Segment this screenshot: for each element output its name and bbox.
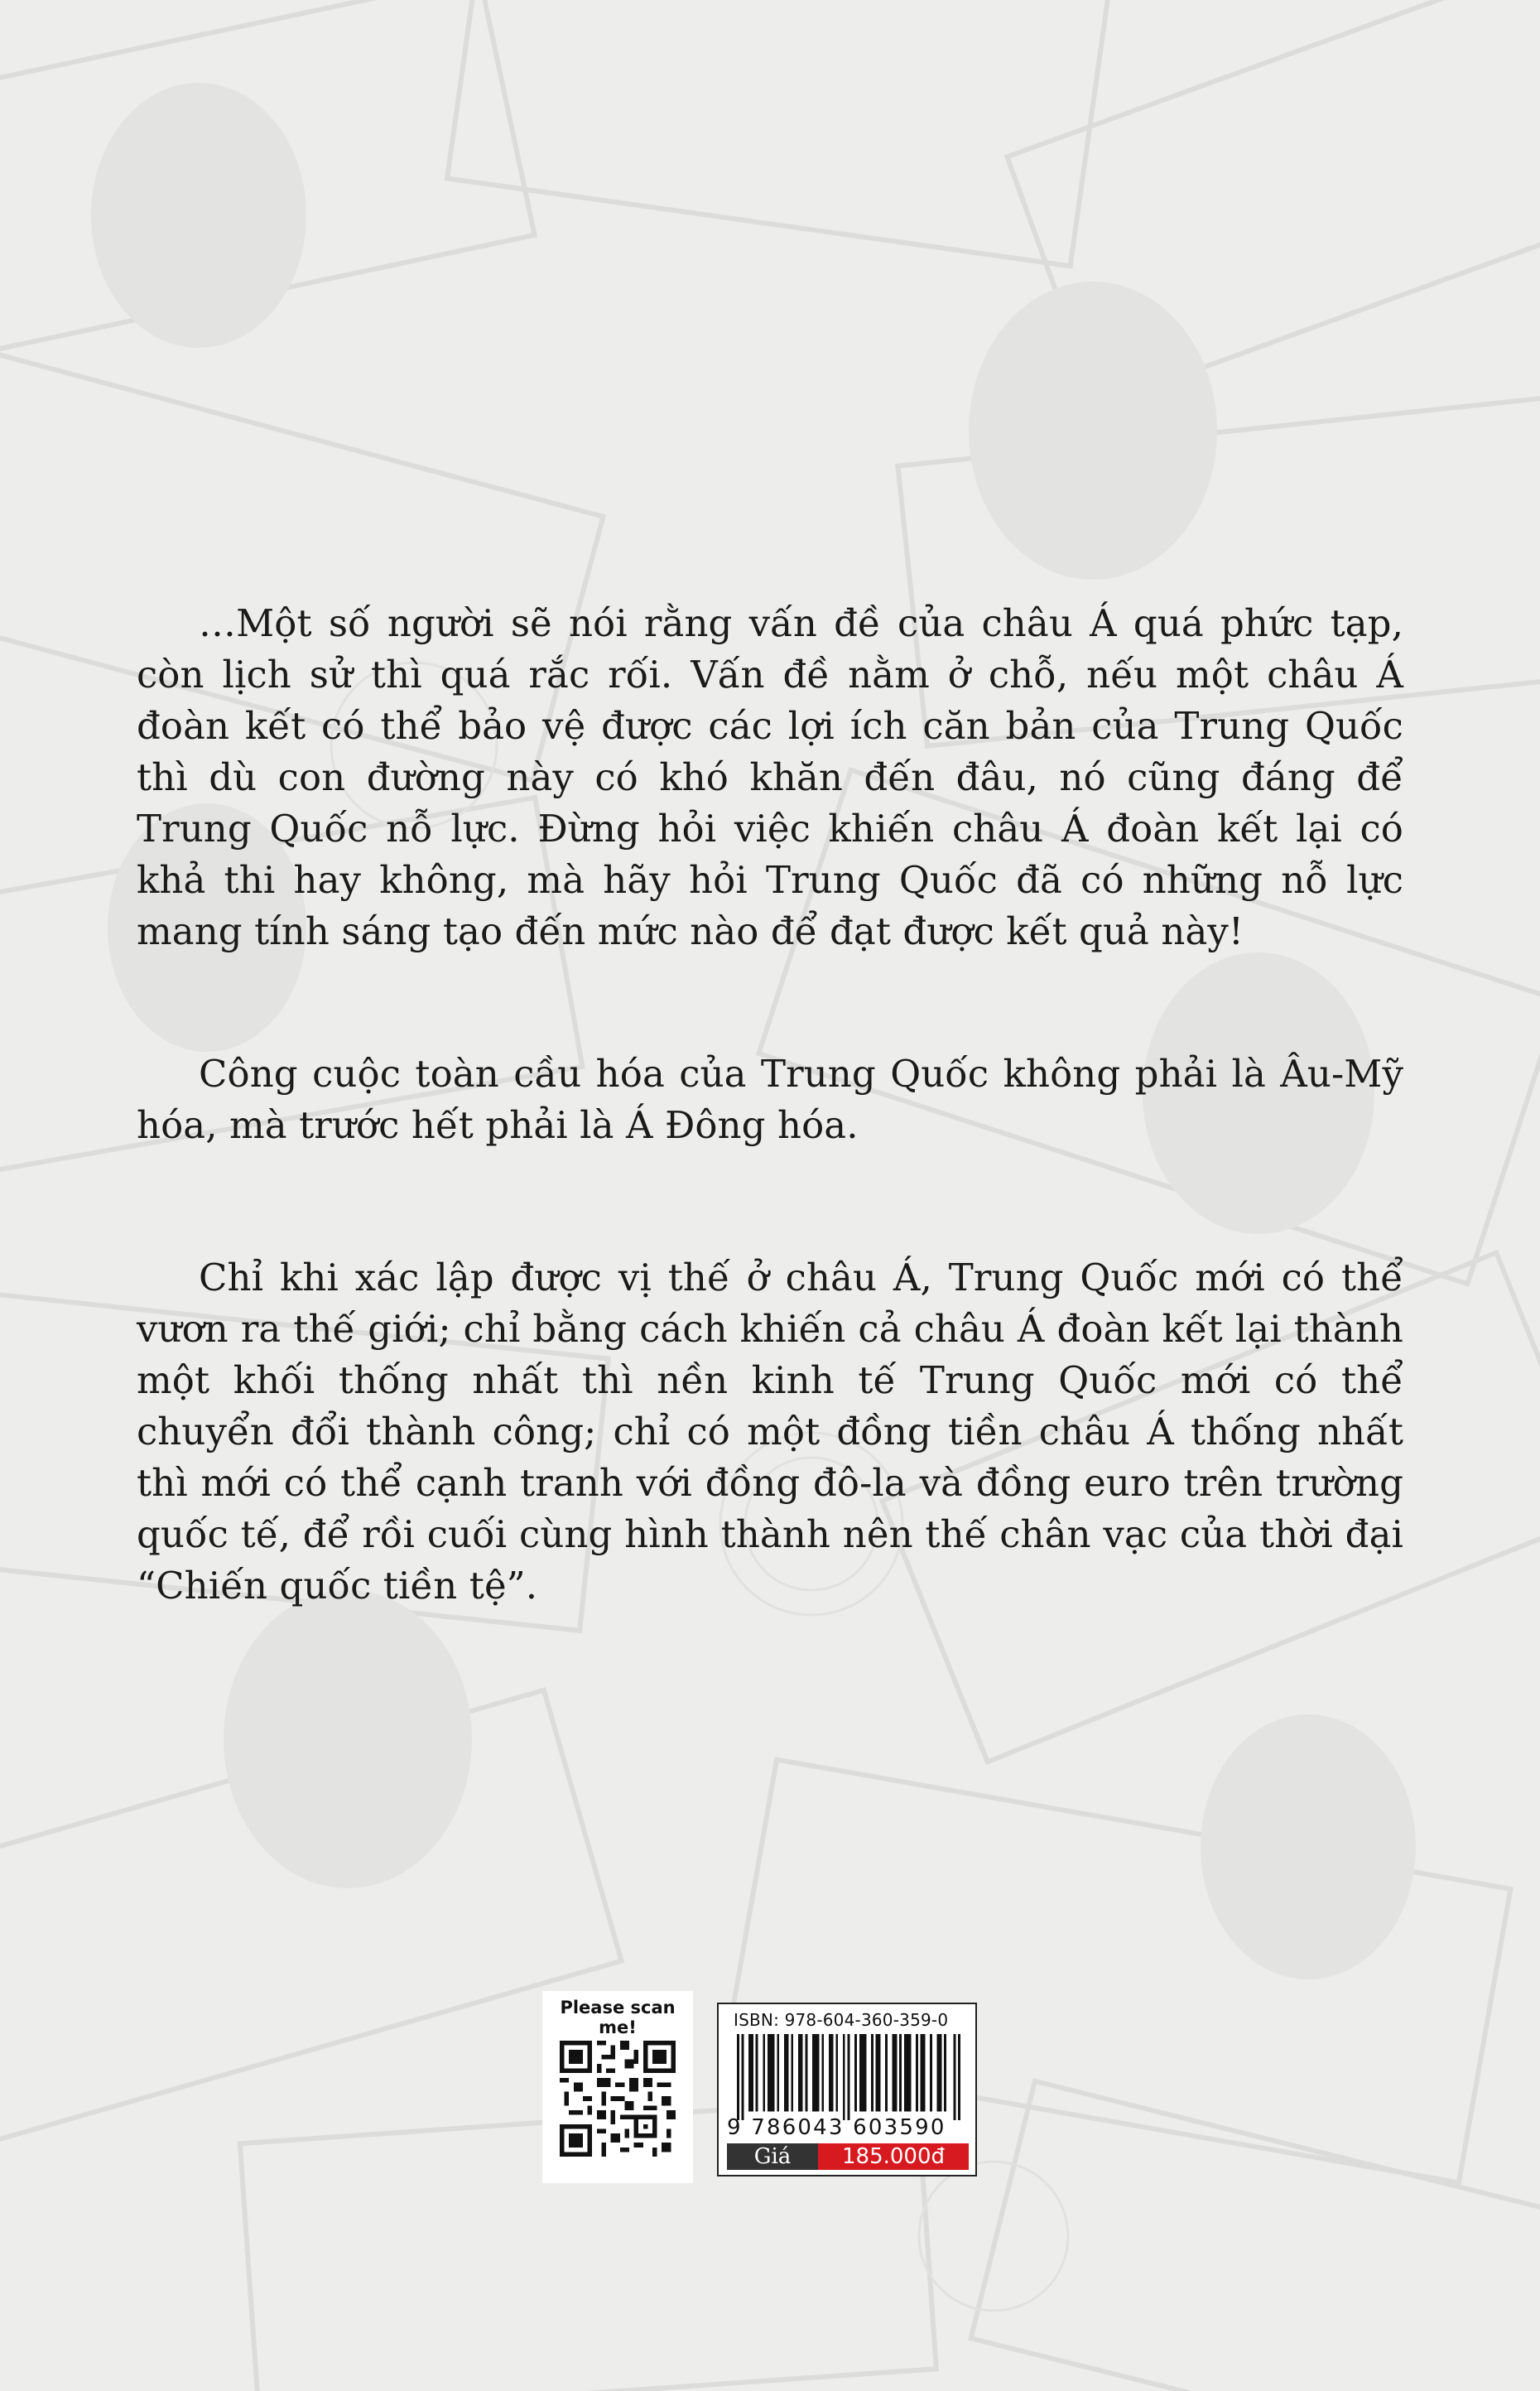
paragraph-3 xyxy=(137,1252,1403,1612)
paragraph-2-text: Công cuộc toàn cầu hóa của Trung Quốc không phải là Âu-Mỹ hóa, mà trước hết phải là Á Đông hóa. xyxy=(137,1052,1403,1147)
price-label: Giá xyxy=(727,2143,818,2170)
paragraph-2 xyxy=(137,1048,1403,1151)
isbn-barcode-panel xyxy=(717,2003,977,2176)
qr-label: Please scan me! xyxy=(560,1998,676,2037)
price-tag xyxy=(727,2143,969,2170)
paragraph-3-text: Chỉ khi xác lập được vị thế ở châu Á, Trung Quốc mới có thể vươn ra thế giới; chỉ bằng cách khiến cả châu Á đoàn kết lại thành một khối thống nhất thì nền kinh tế Trung Quốc mới có thể chuyển đổi thành công; chỉ có một đồng tiền châu Á thống nhất thì mới có thể cạnh tranh với đồng đô-la và đồng euro trên trường quốc tế, để rồi cuối cùng hình thành nên thế chân vạc của thời đại “Chiến quốc tiền tệ”. xyxy=(137,1256,1403,1608)
paragraph-1-text: …Một số người sẽ nói rằng vấn đề của châu Á quá phức tạp, còn lịch sử thì quá rắc rối. Vấn đề nằm ở chỗ, nếu một châu Á đoàn kết có thể bảo vệ được các lợi ích căn bản của Trung Quốc thì dù con đường này có khó khăn đến đâu, nó cũng đáng để Trung Quốc nỗ lực. Đừng hỏi việc khiến châu Á đoàn kết lại có khả thi hay không, mà hãy hỏi Trung Quốc đã có những nỗ lực mang tính sáng tạo đến mức nào để đạt được kết quả này! xyxy=(137,601,1403,953)
qr-panel xyxy=(542,1991,693,2183)
price-value: 185.000đ xyxy=(818,2143,969,2170)
barcode-digits: 9 786043 603590 xyxy=(727,2115,946,2140)
barcode-icon xyxy=(737,2034,960,2120)
paragraph-1 xyxy=(137,598,1403,957)
qr-code-icon[interactable] xyxy=(560,2041,676,2157)
isbn-text: ISBN: 978-604-360-359-0 xyxy=(734,2010,949,2030)
